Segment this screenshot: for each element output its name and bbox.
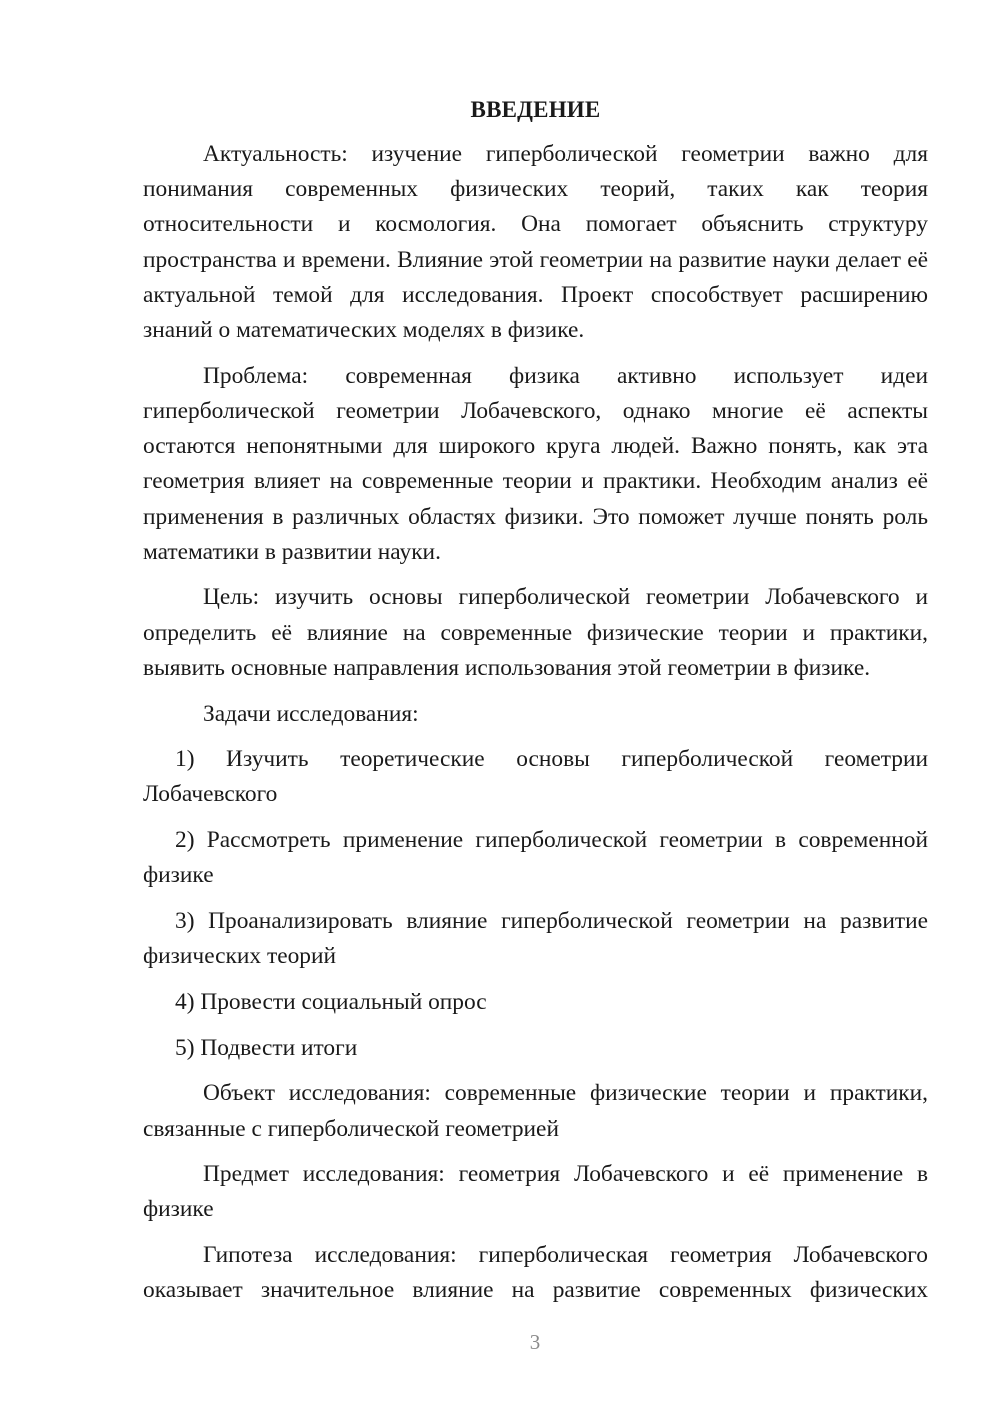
goal-paragraph: Цель: изучить основы гиперболической геометрии Лобачевского и определить её влияние на современные физические теории и практики, выявить основные направления использования этой геометрии в физике. [143,584,928,681]
task-item-3: 3) Проанализировать влияние гиперболической геометрии на развитие физических теорий [143,908,928,970]
hypothesis-paragraph: Гипотеза исследования: гиперболическая геометрия Лобачевского оказывает значительное влияние на развитие современных физических [143,1242,928,1304]
task-item-4: 4) Провести социальный опрос [175,988,487,1015]
section-heading: ВВЕДЕНИЕ [470,97,601,122]
page-content [143,92,928,1309]
page-number: 3 [529,1330,541,1354]
relevance-paragraph: Актуальность: изучение гиперболической геометрии важно для понимания современных физических теорий, таких как теория относительности и космология. Она помогает объяснить структуру пространства и времени. Влияние этой геометрии на развитие науки делает её актуальной темой для исследования. Проект способствует расширению знаний о математических моделях в физике. [143,141,928,344]
task-item-5: 5) Подвести итоги [175,1034,358,1061]
object-paragraph: Объект исследования: современные физические теории и практики, связанные с гиперболической геометрией [143,1080,928,1142]
task-item-1: 1) Изучить теоретические основы гиперболической геометрии Лобачевского [143,746,928,808]
task-item-2: 2) Рассмотреть применение гиперболической геометрии в современной физике [143,827,928,889]
subject-paragraph: Предмет исследования: геометрия Лобачевского и её применение в физике [143,1161,928,1223]
problem-paragraph: Проблема: современная физика активно использует идеи гиперболической геометрии Лобачевского, однако многие её аспекты остаются непонятными для широкого круга людей. Важно понять, как эта геометрия влияет на современные теории и практики. Необходим анализ её применения в различных областях физики. Это поможет лучше понять роль математики в развитии науки. [143,362,928,565]
tasks-heading: Задачи исследования: [203,700,419,727]
